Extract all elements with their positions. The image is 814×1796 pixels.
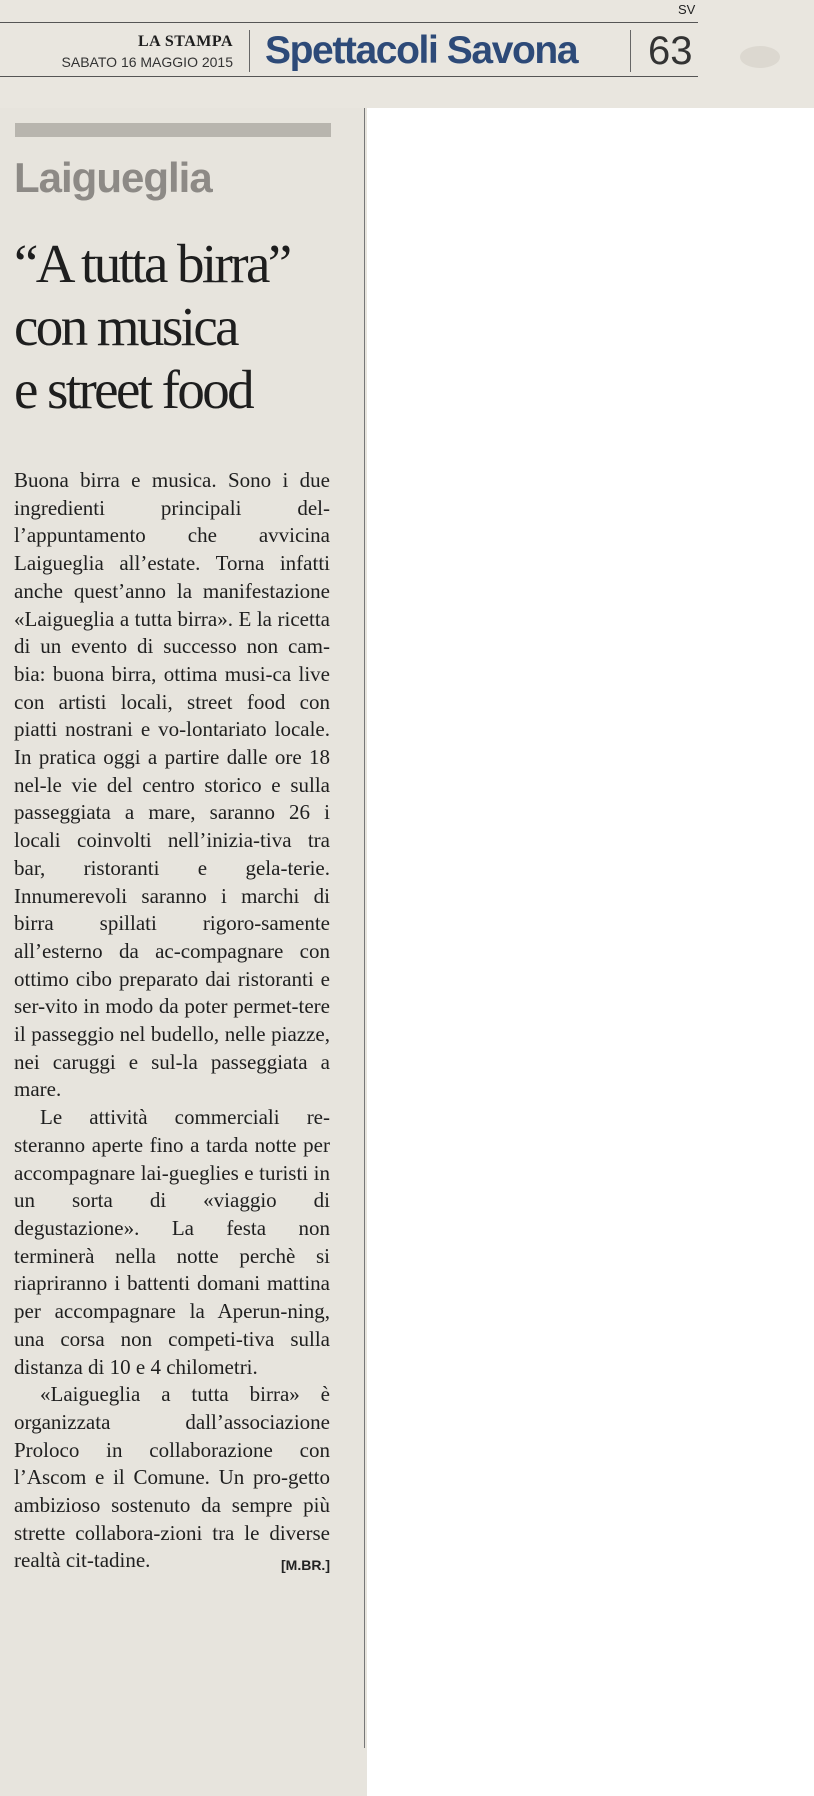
section-title: Spettacoli Savona [265, 29, 578, 72]
paper-name: LA STAMPA [137, 33, 233, 50]
article-byline: [M.BR.] [281, 1557, 330, 1574]
headline-line: con musica [14, 296, 237, 357]
article-headline [14, 232, 359, 421]
article-paragraph: Buona birra e musica. Sono i due ingredienti principali del-l’appuntamento che avvicina Laigueglia all’estate. Torna infatti anche quest’anno la manifestazione «Laigueglia a tutta birra». E la ricetta di un evento di successo non cam-bia: buona birra, ottima musi-ca live con artisti locali, street food con piatti nostrani e vo-lontariato locale. In pratica oggi a partire dalle ore 18 nel-le vie del centro storico e sulla passeggiata a mare, saranno 26 i locali coinvolti nell’inizia-tiva tra bar, ristoranti e gela-terie. Innumerevoli saranno i marchi di birra spillati rigoro-samente all’esterno da ac-compagnare con ottimo cibo preparato dai ristoranti e ser-vito in modo da poter permet-tere il passeggio nel budello, nelle piazze, nei caruggi e sul-la passeggiata a mare. [14, 468, 330, 1102]
article-top-bar [15, 123, 331, 137]
edition-code: SV [678, 2, 696, 17]
headline-line: e street food [14, 359, 253, 420]
headline-line: “A tutta birra” [14, 233, 290, 294]
article-kicker: Laigueglia [14, 154, 212, 201]
masthead-top-rule [0, 22, 698, 23]
issue-date: SABATO 16 MAGGIO 2015 [61, 54, 233, 70]
page-number: 63 [648, 29, 693, 73]
paragraph-text: «Laigueglia a tutta birra» è organizzata dall’associazione Proloco in collaborazione con l’Ascom e il Comune. Un pro-getto ambizioso sostenuto da sempre più strette collabora-zioni tra le diverse realtà cit-tadine. [14, 1382, 330, 1573]
blank-page-area [367, 108, 814, 1796]
article-paragraph: Le attività commerciali re-steranno aperte fino a tarda notte per accompagnare lai-gueglies e turisti in un sorta di «viaggio di degustazione». La festa non terminerà nella notte perchè si riapriranno i battenti domani mattina per accompagnare la Aperun-ning, una corsa non competi-tiva sulla distanza di 10 e 4 chilometri. [14, 1105, 330, 1379]
masthead-bottom-rule [0, 76, 698, 77]
masthead-divider [249, 30, 250, 72]
column-rule [364, 108, 365, 1748]
article-paragraph [14, 1381, 330, 1575]
scan-smudge [740, 46, 780, 68]
article-body [14, 467, 330, 1580]
masthead-divider [630, 30, 631, 72]
